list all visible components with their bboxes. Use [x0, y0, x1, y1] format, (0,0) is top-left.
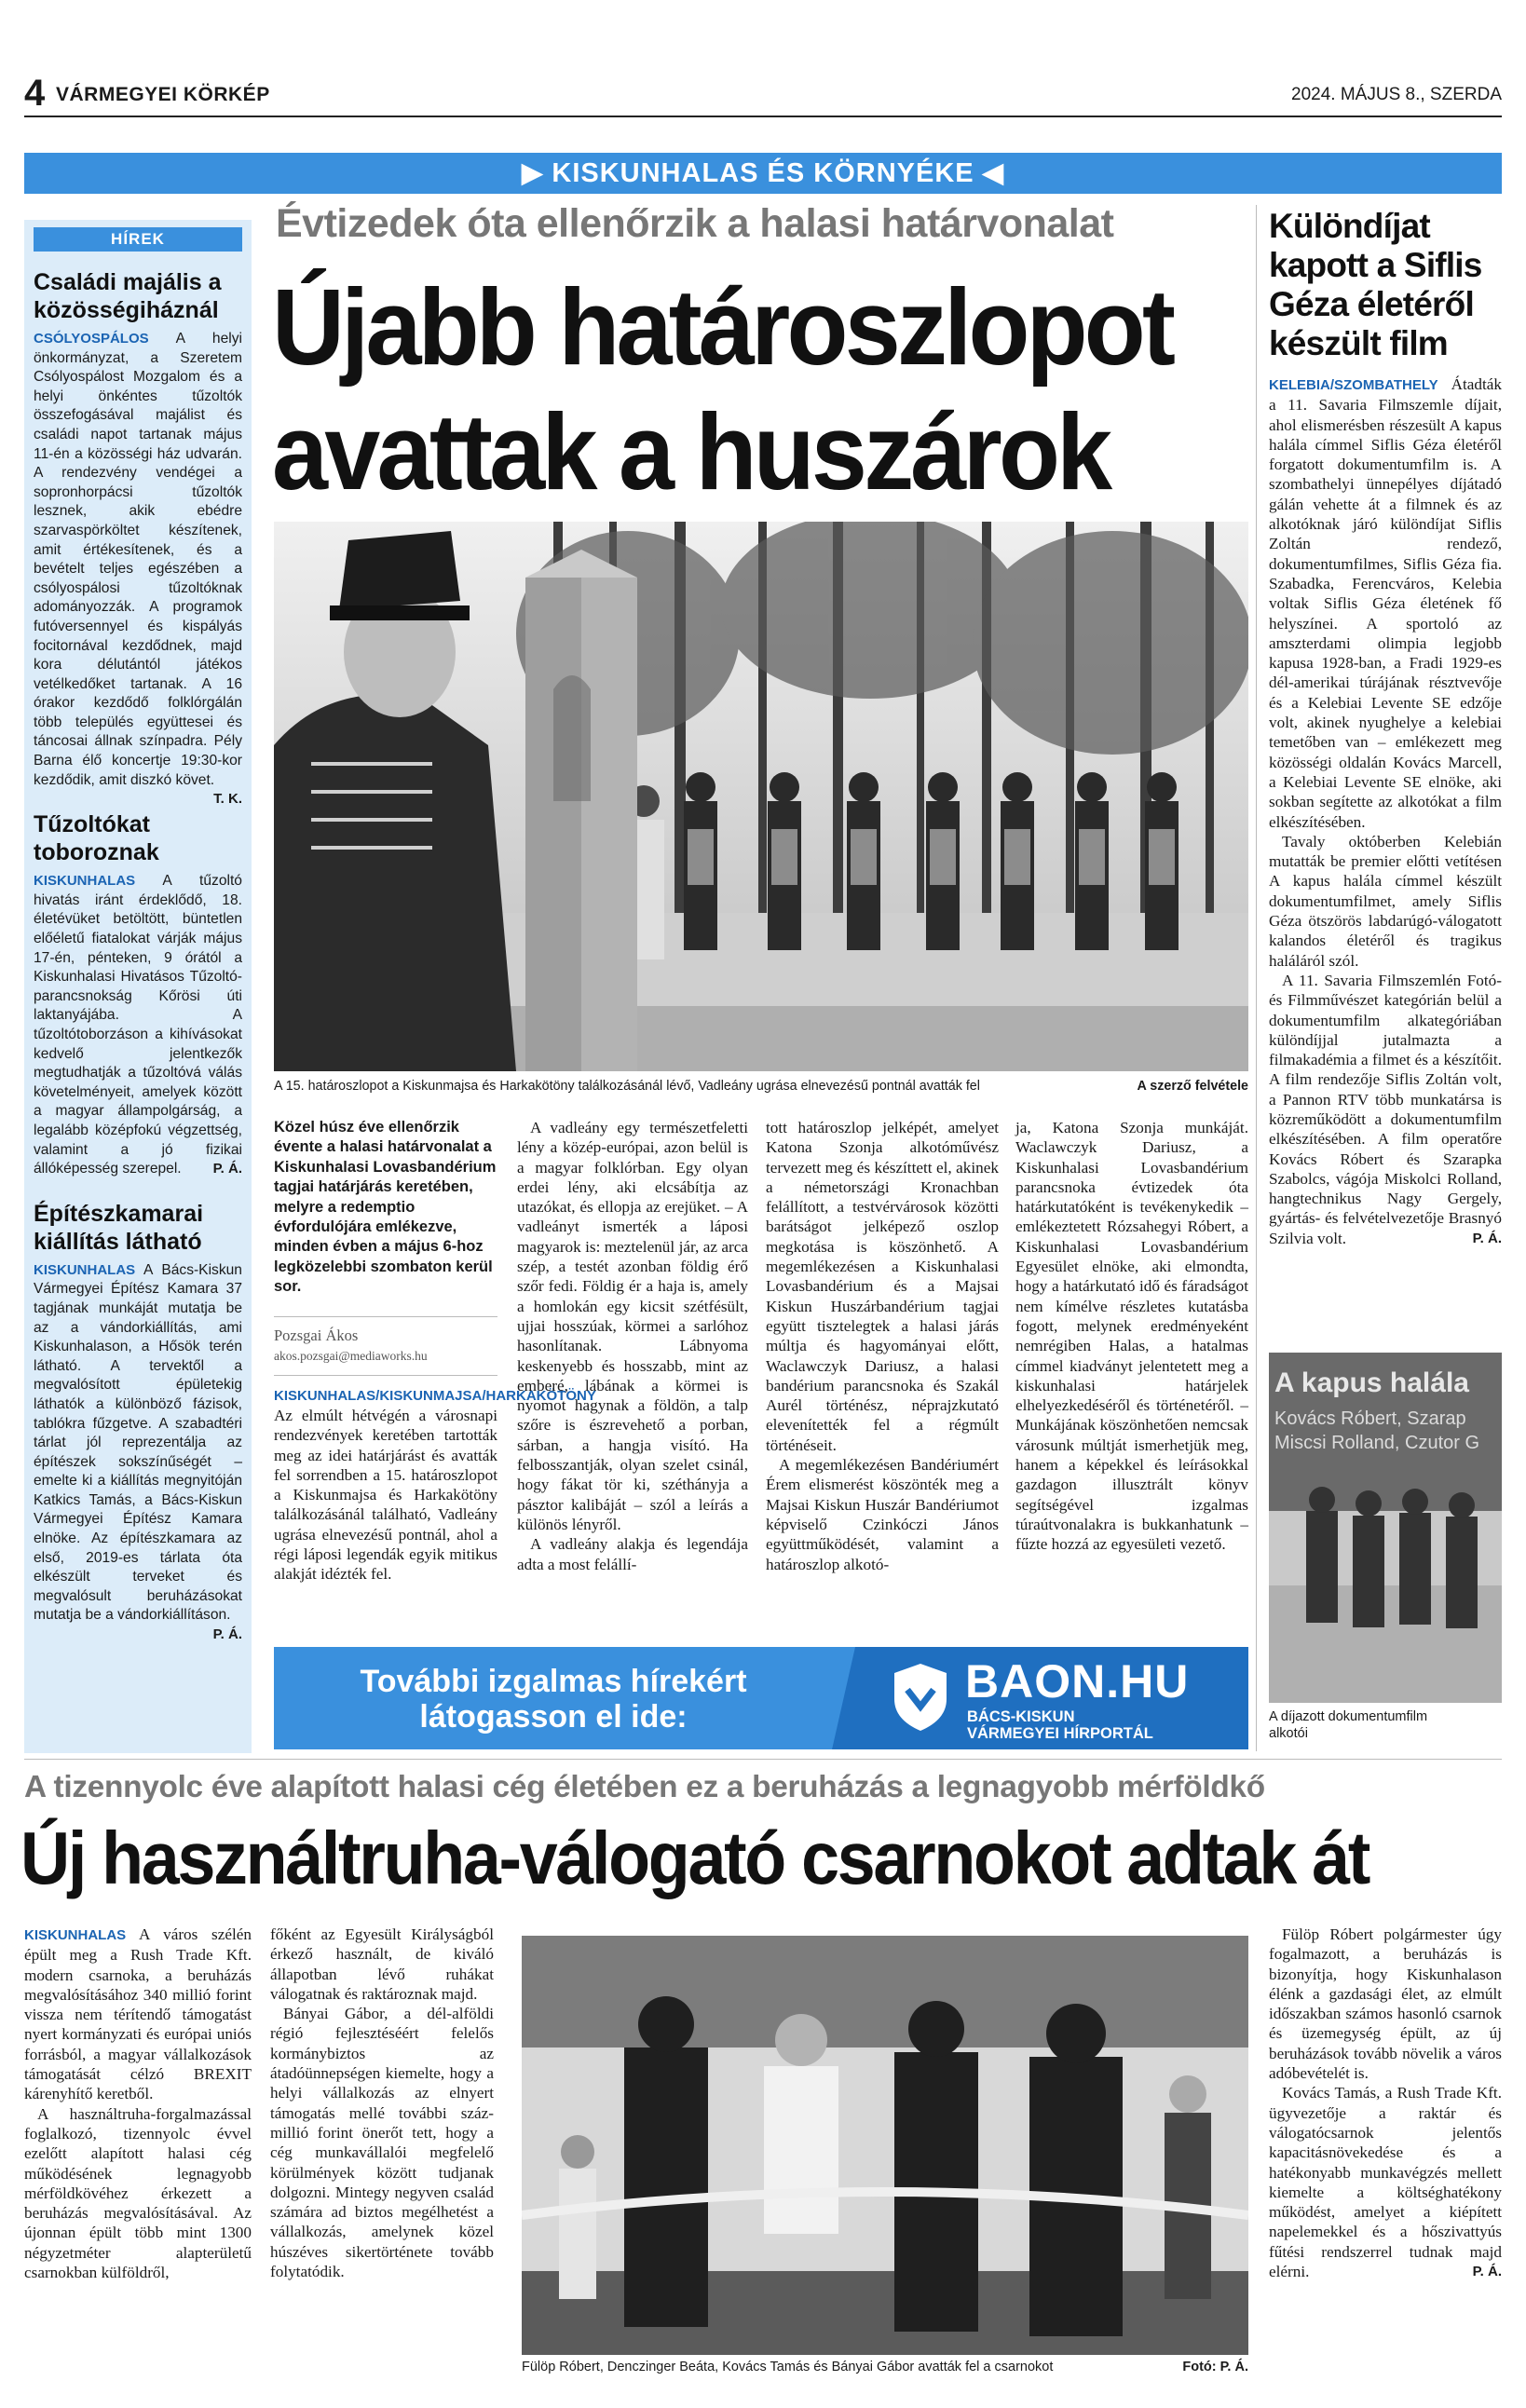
right-article — [1269, 207, 1502, 1248]
news-sign: P. Á. — [212, 1161, 242, 1177]
right-article-body — [1269, 374, 1502, 1248]
hussars-photo-illustration — [274, 522, 1248, 1071]
ad-subtitle — [967, 1708, 1153, 1742]
photo-credit: A szerző felvétele — [1137, 1079, 1248, 1094]
banner-title: KISKUNHALAS ÉS KÖRNYÉKE — [552, 158, 974, 188]
main-headline — [272, 265, 1182, 514]
page-header — [24, 75, 1502, 116]
article-kicker: KELEBIA/SZOMBATHELY — [1269, 377, 1438, 393]
caption-text: A 15. határoszlopot a Kiskunmajsa és Harkakötöny találkozásánál lévő, Vadleány ugrása elnevezésű pontnál avatták fel — [274, 1079, 980, 1094]
film-photo-overlay-title: A kapus halála — [1274, 1367, 1469, 1398]
paragraph-text: A város szélén épült meg a Rush Trade Kft. modern csarnoka, a beruházás megvalósításához 340 millió forint vissza nem térítendő támogatást nyert kormányzati és európai uniós forrásból, a magyar vállalkozások támogatását célzó BREXIT kárenyhítő keretből. — [24, 1925, 252, 2103]
paragraph: Fülöp Róbert polgármester úgy fogalmazott, a beruházás is bizonyítja, hogy Kiskunhalason élénk a gazdasági élet, az elmúlt időszakban számos hasonló csarnok és üzemegység épült, az új beruházások tovább növelik a város adóbevételét is. — [1269, 1925, 1502, 2083]
article-kicker: KISKUNHALAS — [24, 1927, 127, 1943]
paragraph: főként az Egyesült Királyságból érkező használt, de kiváló állapotban lévő ruhákat válogatnak és raktároznak majd. — [270, 1925, 494, 2003]
bottom-headline: Új használtruha-válogató csarnokot adtak át — [20, 1816, 1369, 1899]
article-sign: P. Á. — [1472, 1230, 1502, 1246]
paragraph: A vadleány egy természetfeletti lény a közép-európai, azon belül is a magyar folklórban. Egy olyan erdei lény, aki elcsábítja az utazókat, és ellopja az erejüket. – A vadleányt ismerték a láposi magyarok is: meztelenül jár, az arca szép, a testét azonban földig érő szőr fedi. Földig ér a haja is, amely a homlokán egy kicsit szétfésült, ujjai hosszúak, körmei a sarlóhoz hasonlítanak. Lábnyoma keskenyebb és hosszabb, mint az emberé, lábának a körmei is nyomot hagynak a földön, a talp szőre is észrevehető a porban, sárban, a hangja visító. Ha felbosszantják, olyan szelet csinál, hogy fákat tör ki, széthányja a pásztor kalibáját – szól a leírás a különös lényről. — [517, 1119, 748, 1533]
headline-line: avattak a huszárok — [272, 391, 1110, 512]
paragraph: ja, Katona Szonja munkáját. Waclawczyk Dariusz, a Kiskunhalasi Lovasbandérium parancsnoka évtizedek óta határkutatóként is tevékenykedik – emlékeztetett Rózsahegyi Róbert, a Kiskunhalasi Lovasbandérium Egyesület elnöke, aki elmondta, hogy a határkutató idő és fáradságot nem kímélve részletes kutatásba fogott, melynek eredményeként nemrégiben Halas, a hatalmas címmel kiadványt jelentetett meg a kiskunhalasi határjelek elhelyezkedéséről és történetéről. – Munkájának köszönhetően nemcsak városunk múltját ismerhetjük meg, hanem a képekkel és leírásokkal gazdagon illusztrált könyv segítségével izgalmas túraútvonalakra is bukkanhatunk – fűzte hozzá az egyesületi vezető. — [1015, 1119, 1248, 1554]
banner-arrow-right: ◀ — [982, 158, 1004, 188]
sidebar-label: HÍREK — [34, 227, 242, 252]
shield-logo-icon — [892, 1662, 948, 1733]
banner-arrow-left: ▶ — [522, 158, 544, 188]
main-photo-caption — [274, 1078, 1248, 1095]
author-name: Pozsgai Ákos — [274, 1326, 359, 1344]
sidebar-news-item — [34, 810, 242, 1179]
warehouse-photo-caption — [522, 2359, 1248, 2375]
paragraph — [1269, 374, 1502, 832]
section-banner — [24, 153, 1502, 194]
article-sign: P. Á. — [1472, 2264, 1502, 2280]
headline-line: Újabb határoszlopot — [272, 266, 1173, 388]
ad-text-line: További izgalmas hírekért — [360, 1664, 747, 1699]
article-body-col1 — [274, 1385, 596, 1585]
paragraph: Tavaly októberben Kelebián mutatták be premier előtti vetítésen A kapus halála címmel készült dokumentumfilmet, amely Siflis Géza ötszörös labdarúgó-válogatott kalandos életéről és tragikus haláláról szól. — [1269, 832, 1502, 970]
author-email: akos.pozsgai@mediaworks.hu — [274, 1348, 428, 1363]
news-body — [34, 330, 242, 808]
film-photo-overlay-line: Kovács Róbert, Szarap — [1274, 1408, 1466, 1429]
news-title: Családi majális a közösségiháznál — [34, 269, 222, 323]
news-kicker: KISKUNHALAS — [34, 873, 136, 890]
paragraph — [1269, 971, 1502, 1248]
lead-divider — [274, 1316, 497, 1317]
article-kicker: KISKUNHALAS/KISKUNMAJSA/HARKAKÖTÖNY — [274, 1387, 596, 1404]
caption-text: Fülöp Róbert, Denczinger Beáta, Kovács Tamás és Bányai Gábor avatták fel a csarnokot — [522, 2360, 1054, 2374]
bottom-body-col2 — [270, 1925, 494, 2281]
lead-divider-2 — [274, 1375, 497, 1376]
paragraph: A vadleány alakja és legendája adta a most felállí- — [517, 1535, 748, 1573]
article-text: Az elmúlt hétvégén a városnapi rendezvények keretében tartották meg az idei határjárást és avatták fel sorrendben a 15. határoszlopot a Kiskunmajsa és Harkakötöny találkozásánál található, Vadleány ugrása elnevezésű pontnál, ahol a régi láposi legendák egyik mitikus alakját idézték fel. — [274, 1406, 497, 1584]
article-body-col3 — [766, 1118, 999, 1574]
news-kicker: KISKUNHALAS — [34, 1261, 136, 1278]
paragraph — [24, 1925, 252, 2104]
bottom-body-col3 — [1269, 1925, 1502, 2281]
header-rule — [24, 116, 1502, 117]
ad-text-line: látogasson el ide: — [419, 1699, 688, 1735]
bottom-overline: A tizennyolc éve alapított halasi cég életében ez a beruházás a legnagyobb mérföldkő — [24, 1770, 1265, 1804]
photo-credit: Fotó: P. Á. — [1182, 2360, 1248, 2374]
ribbon-cutting-photo-illustration — [522, 1936, 1248, 2355]
news-sign: T. K. — [213, 791, 242, 808]
ad-brand: BAON.HU — [965, 1655, 1190, 1707]
paragraph: A megemlékezésen Bandériumért Érem elismerést köszönték meg a Majsai Kiskun Huszár Bandériumot képviselő Czinkóczi János együttműködését, valamint a határoszlop alkotó- — [766, 1456, 999, 1573]
paragraph — [1269, 2083, 1502, 2281]
news-title: Építészkamarai kiállítás látható — [34, 1200, 204, 1255]
warehouse-photo — [522, 1936, 1248, 2355]
news-sidebar — [24, 220, 252, 1753]
article-lead: Közel húsz éve ellenőrzik évente a halasi határvonalat a Kiskunhalasi Lovasbandérium tagjai határjárás keretében, melyre a redemptio évfordulójára emlékezve, minden évben a május 6-hoz legközelebbi szombaton kerül sor. — [274, 1119, 497, 1296]
ad-text — [274, 1664, 833, 1735]
film-photo-overlay-line: Miscsi Rolland, Czutor G — [1274, 1433, 1480, 1453]
film-photo — [1269, 1353, 1502, 1703]
sidebar-news-item — [34, 1200, 242, 1643]
paragraph-text: Átadták a 11. Savaria Filmszemle díjait, ahol elismerésben részesült A kapus halála címmel Siflis Géza életéről forgatott dokumentumfilm is. A szombathelyi ünnepélyes díjátadó gálán vehette át a filmnek és az alkotóknak járó különdíjat Siflis Zoltán rendező, dokumentumfilmes, Siflis Géza fia. Szabadka, Ferencváros, Kelebia voltak Siflis Géza életének fő helyszínei. A sportoló az amszterdami olimpia legjobb kapusa 1928-ban, a Fradi 1929-es dél-amerikai túrájának résztvevője és a Kelebiai Levente SE edzője volt, akinek nyughelye a kelebiai temetőben van – emlékezett meg közösségi oldalán Kovács Marcell, a Kelebiai Levente SE elnöke, aki sokban segítette az alkotókat a film elkészítésében. — [1269, 375, 1502, 831]
news-kicker: CSÓLYOSPÁLOS — [34, 331, 149, 347]
news-text: A tűzoltó hivatás iránt érdeklődő, 18. életévüket betöltött, büntetlen előéletű fiatalokat várják május 17-én, pénteken, 9 órától a Kiskunhalasi Hivatásos Tűzoltó-parancsnokság Kőrösi úti laktanyájába. A tűzoltótoborzáson a kihívásokat kedvelő jelentkezők megtudhatják a tűzoltóvá válás követelményeit, amelyek között a magyar állampolgárság, a legalább középfokú végzettség, valamint a jó fizikai állóképesség szerepel. — [34, 873, 242, 1177]
article-body-col4 — [1015, 1118, 1248, 1555]
section-name: VÁRMEGYEI KÖRKÉP — [56, 84, 270, 105]
baon-ad[interactable] — [274, 1647, 1248, 1749]
paragraph: tott határoszlop jelképét, amelyet Katona Szonja alkotóművész tervezett meg és készíttett el, akinek a németországi Kronachban felállított, a testvérvárosok közötti barátságot jelképező oszlop megkotása is köszönhető. A megemlékezésen a Kiskunhalasi Lovasbandérium és a Majsai Kiskun Huszárbandérium tagjai együtt tisztelegtek a halasi járás múltja és hagyományai előtt, Waclawczyk Dariusz, a halasi bandérium parancsnoka és Szakál Aurél történész, néprajzkutató elevenítették fel a régmúlt történéseit. — [766, 1119, 999, 1454]
news-text: A helyi önkormányzat, a Szeretem Csólyospálost Mozgalom és a helyi önkéntes tűzoltók összefogásával majálist és családi napot tartanak május 11-én a közösségi ház udvarán. A rendezvény vendégei a sopronhorpácsi tűzoltók lesznek, akik ebédre szarvaspörköltet készítenek, amit értékesítenek, és a bevételt teljes egészében a csólyospálosi tűzoltóknak adományozzák. A programok futóversennyel és kispályás focitornával kezdődnek, majd kora délutántól játékos vetélkedőket tartanak. A 16 órakor kezdődő folklórgálán több település együttesei és táncosai állnak színpadra. Pély Barna élő koncertje 19:30-kor kezdődik, amit diszkó követ. — [34, 331, 242, 788]
news-body — [34, 1261, 242, 1643]
page-number: 4 — [24, 73, 46, 114]
bottom-rule — [24, 1759, 1502, 1760]
news-text: A Bács-Kiskun Vármegyei Építész Kamara 37 tagjának munkáját mutatja be az a vándorkiállítás, ami Kiskunhalason, a Hősök terén látható. A tervektől a megvalósított épületekig láthatók a különböző fázisok, tablókra fűzgetve. A szabadtéri tárlat jól reprezentálja az építészek sokszínűségét – emelte ki a kiállítás megnyitóján Katkics Tamás, a Bács-Kiskun Vármegyei Építész Kamara elnöke. Az építészkamara az első, 2019-es tárlata óta elkészült terveket és megvalósult beruházásokat mutatja be a vándorkiállításon. — [34, 1261, 242, 1624]
news-title: Tűzoltókat toboroznak — [34, 811, 159, 866]
news-body — [34, 872, 242, 1179]
paragraph-text: Kovács Tamás, a Rush Trade Kft. ügyvezetője a raktár és válogatócsarnok jelentős kapacitásnövekedése és a hatékonyabb munkavégzés mellett kiemelte a költséghatékony működést, amelyet a kiépített napelemekkel és a hőszivattyús fűtési rendszerrel tudnak majd elérni. — [1269, 2084, 1502, 2281]
ad-sub-line: BÁCS-KISKUN — [967, 1708, 1075, 1725]
paragraph: A használtruha-forgalmazással foglalkozó, tizennyolc évvel ezelőtt alapított halasi cég működésének legnagyobb mérföldkövéhez érkezett a beruházás megvalósításával. Az újonnan épült több mint 1300 négyzetméter alapterületű csarnokban külföldről, — [24, 2104, 252, 2282]
paragraph-text: A 11. Savaria Filmszemlén Fotó- és Filmművészet kategórián belül a dokumentumfilm alkategóriában különdíjjal jutalmazta a filmakadémia a filmet és a készítőit. A film rendezője Siflis Zoltán volt, a Pannon RTV több munkatársa is közreműködött a dokumentumfilm elkészítésében. A film operatőre Kovács Róbert és Szarapka Szabolcs, vágója Miskolci Rolland, hangtechnikus Nagy Gergely, gyártás- és felvételvezetője Brasnyó Szilvia volt. — [1269, 971, 1502, 1247]
film-photo-caption: A díjazott dokumentumfilm alkotói — [1269, 1709, 1428, 1741]
main-photo — [274, 522, 1248, 1071]
right-article-title: Különdíjat kapott a Siflis Géza életéről készült film — [1269, 207, 1482, 362]
paragraph: Bányai Gábor, a dél-alföldi régió fejlesztéséért felelős kormánybiztos az átadóünnepségen kiemelte, hogy a helyi vállalkozás az elnyert támogatás mellé további száz-millió forint önerőt tett, hogy a cég munkavállalói megfelelő körülmények között tudjanak dolgozni. Mintegy negyven család számára ad biztos megélhetést a vállalkozás, amelynek közel húszéves sikertörténete tovább folytatódik. — [270, 2005, 494, 2281]
news-sign: P. Á. — [212, 1626, 242, 1643]
bottom-body-col1 — [24, 1925, 252, 2282]
right-column-rule — [1256, 205, 1257, 1751]
issue-date: 2024. MÁJUS 8., SZERDA — [1291, 85, 1502, 104]
main-overline: Évtizedek óta ellenőrzik a halasi határvonalat — [276, 201, 1114, 246]
film-crew-photo-illustration — [1269, 1353, 1502, 1703]
article-lead-column — [274, 1118, 596, 1585]
ad-sub-line: VÁRMEGYEI HÍRPORTÁL — [967, 1725, 1153, 1742]
sidebar-news-item — [34, 268, 242, 808]
article-body-col2 — [517, 1118, 748, 1574]
